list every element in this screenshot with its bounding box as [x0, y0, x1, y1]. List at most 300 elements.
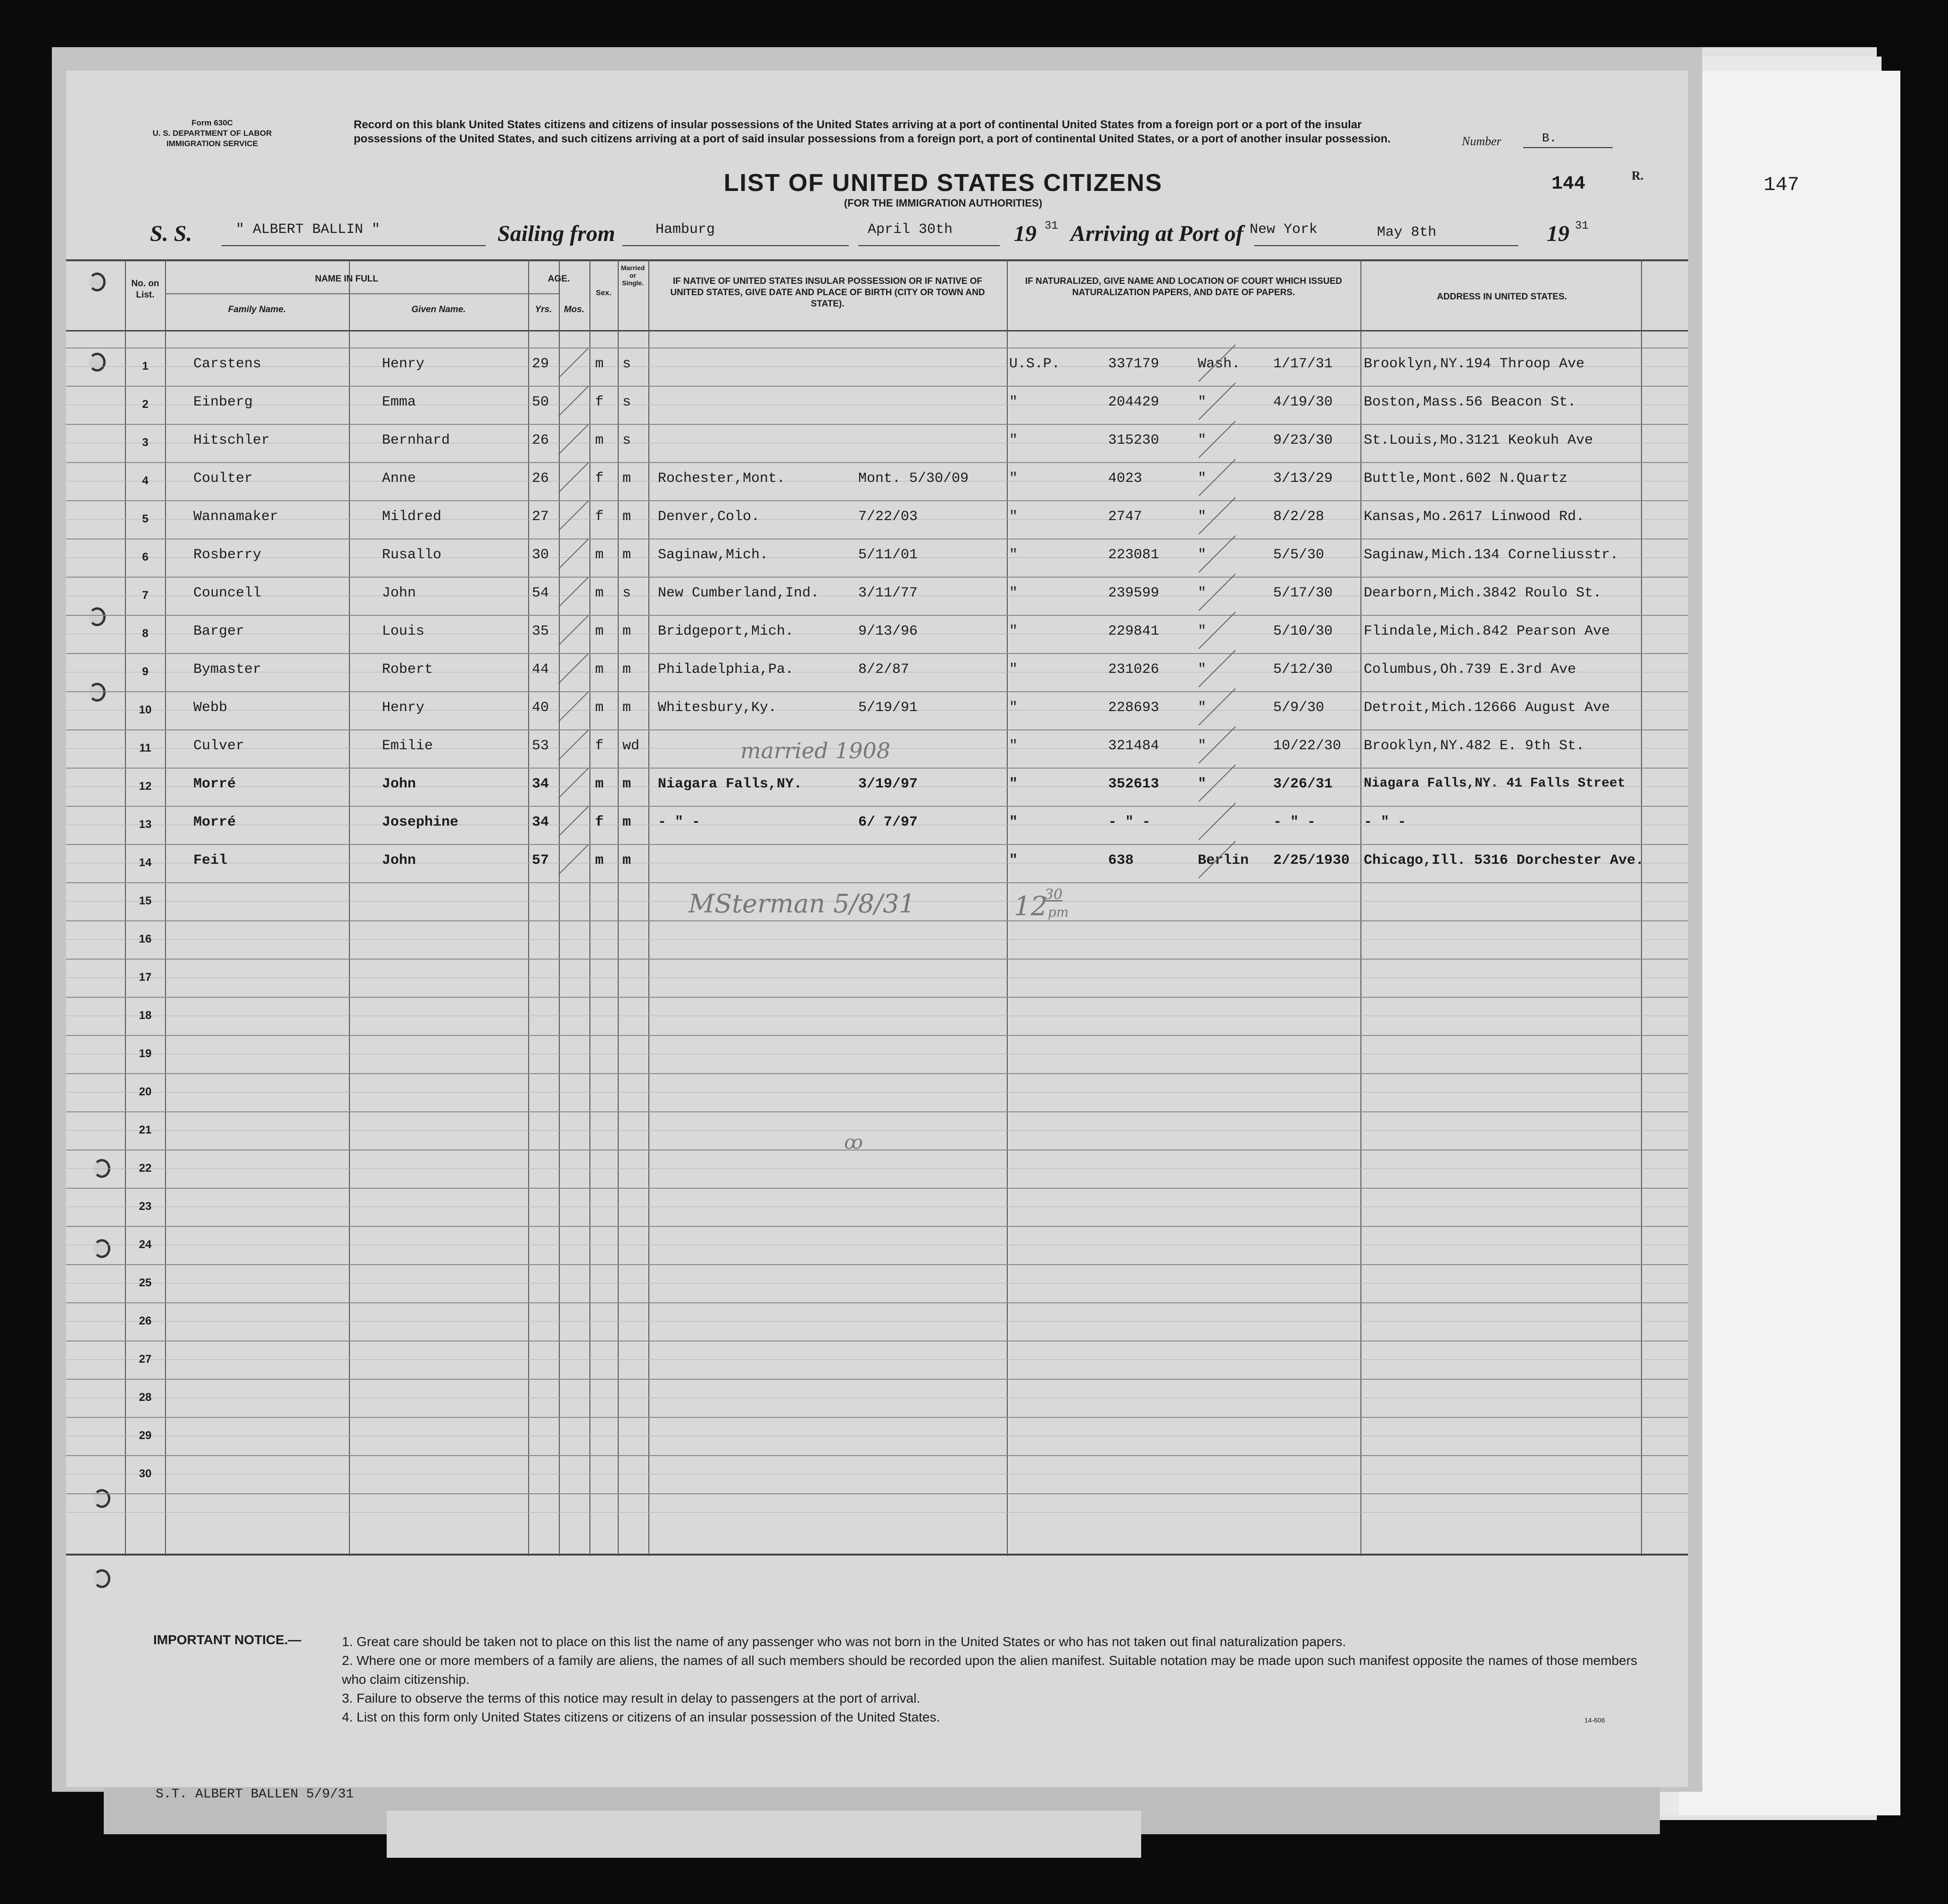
cell-sex: f [595, 471, 604, 487]
col-name-in-full: NAME IN FULL [315, 274, 379, 284]
cell-given: Rusallo [382, 547, 442, 563]
cell-paper-date: 3/13/29 [1273, 471, 1333, 487]
cell-sex: m [595, 700, 604, 716]
cell-family: Morré [193, 814, 236, 830]
col-married: Married or Single. [621, 264, 645, 287]
cell-given: Emma [382, 394, 416, 410]
handwritten-time-ampm: pm [1048, 904, 1069, 920]
row-line [66, 500, 1688, 501]
row-line [66, 1111, 1688, 1112]
cell-paper-date: - " - [1273, 814, 1316, 830]
cell-yrs: 44 [532, 662, 549, 678]
row-number: 18 [139, 1009, 152, 1022]
row-number: 20 [139, 1085, 152, 1098]
row-line [66, 1073, 1688, 1074]
cell-ms: s [622, 394, 631, 410]
cell-yrs: 54 [532, 585, 549, 601]
cell-ms: m [622, 853, 631, 869]
row-line [66, 882, 1688, 883]
cell-yrs: 40 [532, 700, 549, 716]
cell-court: " [1009, 738, 1018, 754]
number-label: Number [1462, 134, 1501, 148]
check-mark [558, 462, 589, 493]
notice-item: 4. List on this form only United States citizens or citizens of an insular possession of the United States. [342, 1710, 940, 1724]
cell-birth-date: 6/ 7/97 [858, 814, 918, 830]
handwritten-married-note: married 1908 [740, 738, 891, 763]
cell-family: Culver [193, 738, 245, 754]
notice-item: 3. Failure to observe the terms of this notice may result in delay to passengers at the port of arrival. [342, 1691, 920, 1705]
cell-court-loc: Berlin [1198, 853, 1249, 869]
cell-family: Webb [193, 700, 228, 716]
year-prefix-2: 19 [1547, 221, 1569, 246]
row-number: 22 [139, 1162, 152, 1175]
cell-family: Carstens [193, 356, 262, 372]
notice-list [342, 1632, 1662, 1727]
department: U. S. DEPARTMENT OF LABOR [152, 129, 272, 138]
cell-address: Detroit,Mich.12666 August Ave [1364, 700, 1610, 716]
form-identifier [118, 118, 307, 149]
col-yrs: Yrs. [535, 305, 552, 315]
cell-court: " [1009, 700, 1018, 716]
grid-line [165, 293, 559, 294]
cell-ms: m [622, 623, 631, 639]
row-line [66, 538, 1688, 539]
cell-paper-date: 1/17/31 [1273, 356, 1333, 372]
cell-yrs: 26 [532, 471, 549, 487]
check-mark [1198, 803, 1235, 840]
page-number-suffix: R. [1632, 169, 1644, 182]
cell-paper-no: 4023 [1108, 471, 1143, 487]
row-half-line [66, 1359, 1688, 1360]
handwritten-time-min: 30 [1044, 886, 1063, 903]
cell-sex: m [595, 623, 604, 639]
cell-court-loc: " [1198, 662, 1207, 678]
cell-court-loc: " [1198, 585, 1207, 601]
row-line [66, 997, 1688, 998]
cell-paper-no: - " - [1108, 814, 1151, 830]
cell-court: U.S.P. [1009, 356, 1061, 372]
row-number: 11 [139, 742, 151, 754]
cell-family: Wannamaker [193, 509, 279, 525]
cell-court: " [1009, 623, 1018, 639]
row-line [66, 1493, 1688, 1494]
cell-yrs: 53 [532, 738, 549, 754]
cell-birth-date: 5/11/01 [858, 547, 918, 563]
row-number: 1 [142, 360, 149, 373]
check-mark [558, 768, 589, 798]
cell-court: " [1009, 547, 1018, 563]
col-address: ADDRESS IN UNITED STATES. [1437, 292, 1567, 302]
cell-address: Brooklyn,NY.482 E. 9th St. [1364, 738, 1585, 754]
cell-given: Louis [382, 623, 425, 639]
cell-court: " [1009, 471, 1018, 487]
cell-paper-no: 231026 [1108, 662, 1160, 678]
cell-address: Kansas,Mo.2617 Linwood Rd. [1364, 509, 1585, 525]
side-page-number: 147 [1764, 174, 1799, 196]
cell-yrs: 34 [532, 776, 549, 792]
cell-court: " [1009, 853, 1018, 869]
cell-birth-place: Bridgeport,Mich. [658, 623, 794, 639]
handwritten-mark: ꝏ [844, 1132, 863, 1153]
cell-ms: m [622, 700, 631, 716]
row-number: 15 [139, 894, 152, 907]
cell-address: Chicago,Ill. 5316 Dorchester Ave. [1364, 853, 1644, 869]
cell-family: Feil [193, 853, 228, 869]
row-line [66, 959, 1688, 960]
form-number: Form 630C [191, 118, 233, 127]
cell-ms: s [622, 356, 631, 372]
cell-court: " [1009, 814, 1018, 830]
cell-birth-date: 3/19/97 [858, 776, 918, 792]
row-line [66, 806, 1688, 807]
cell-sex: m [595, 662, 604, 678]
row-number: 7 [142, 589, 149, 602]
cell-family: Einberg [193, 394, 253, 410]
row-half-line [66, 1168, 1688, 1169]
cell-sex: f [595, 394, 604, 410]
notice-heading: IMPORTANT NOTICE.— [153, 1632, 301, 1647]
cell-given: Emilie [382, 738, 433, 754]
row-line [66, 1264, 1688, 1265]
row-number: 23 [139, 1200, 152, 1213]
row-half-line [66, 977, 1688, 978]
row-number: 5 [142, 513, 149, 525]
cell-birth-place: Niagara Falls,NY. [658, 776, 803, 792]
grid-line [66, 259, 1688, 261]
cell-court: " [1009, 585, 1018, 601]
row-line [66, 577, 1688, 578]
cell-birth-place: Denver,Colo. [658, 509, 760, 525]
grid-line [1641, 259, 1642, 1556]
row-number: 19 [139, 1047, 152, 1060]
row-number: 2 [142, 398, 149, 411]
col-sex: Sex. [596, 289, 612, 297]
depart-date: April 30th [868, 222, 953, 238]
cell-paper-no: 204429 [1108, 394, 1160, 410]
handwritten-stamp-note: MSterman 5/8/31 [688, 889, 915, 919]
row-number: 25 [139, 1276, 152, 1289]
cell-sex: f [595, 509, 604, 525]
cell-family: Morré [193, 776, 236, 792]
underlying-sheet [1679, 71, 1900, 1815]
row-line [66, 1035, 1688, 1036]
cell-court-loc: " [1198, 471, 1207, 487]
row-number: 6 [142, 551, 149, 563]
cell-given: Josephine [382, 814, 459, 830]
grid-line [618, 259, 619, 1556]
cell-court: " [1009, 776, 1018, 792]
check-mark [558, 538, 589, 569]
check-mark [558, 844, 589, 875]
sailing-label: Sailing from [497, 221, 615, 246]
grid-line [66, 330, 1688, 331]
page-number: 144 [1551, 174, 1586, 195]
cell-address: Dearborn,Mich.3842 Roulo St. [1364, 585, 1602, 601]
row-number: 29 [139, 1429, 152, 1442]
grid-line [1007, 259, 1008, 1556]
row-line [66, 1188, 1688, 1189]
cell-sex: m [595, 776, 604, 792]
cell-paper-date: 5/9/30 [1273, 700, 1325, 716]
row-number: 30 [139, 1467, 152, 1480]
cell-address: - " - [1364, 814, 1407, 830]
number-line [1523, 147, 1613, 148]
col-birth: IF NATIVE OF UNITED STATES INSULAR POSSESSION OR IF NATIVE OF UNITED STATES, GIVE DATE AND PLACE OF BIRTH (CITY OR TOWN AND STATE). [670, 276, 985, 309]
cell-family: Hitschler [193, 432, 270, 448]
grid-line [165, 259, 166, 1556]
arrive-date: May 8th [1377, 224, 1437, 240]
row-number: 24 [139, 1238, 152, 1251]
col-mos: Mos. [564, 305, 585, 315]
cell-ms: s [622, 585, 631, 601]
row-line [66, 1379, 1688, 1380]
ship-name: " ALBERT BALLIN " [236, 222, 381, 238]
row-line [66, 653, 1688, 654]
cell-ms: wd [622, 738, 640, 754]
year-2: 31 [1575, 220, 1589, 232]
row-line [66, 1302, 1688, 1303]
cell-yrs: 57 [532, 853, 549, 869]
cell-paper-date: 5/17/30 [1273, 585, 1333, 601]
cell-sex: m [595, 432, 604, 448]
row-number: 4 [142, 474, 149, 487]
form-code: 14-606 [1584, 1716, 1605, 1724]
cell-paper-no: 315230 [1108, 432, 1160, 448]
cell-ms: m [622, 509, 631, 525]
check-mark [558, 691, 589, 722]
cell-paper-date: 3/26/31 [1273, 776, 1333, 792]
cell-address: Niagara Falls,NY. 41 Falls Street [1364, 776, 1625, 791]
cell-birth-place: Saginaw,Mich. [658, 547, 769, 563]
cell-paper-date: 2/25/1930 [1273, 853, 1350, 869]
cell-paper-no: 638 [1108, 853, 1134, 869]
cell-sex: f [595, 738, 604, 754]
row-line [66, 424, 1688, 425]
year-prefix-1: 19 [1014, 221, 1036, 246]
cell-given: Henry [382, 356, 425, 372]
cell-court: " [1009, 432, 1018, 448]
check-mark [558, 729, 589, 760]
row-number: 9 [142, 665, 149, 678]
cell-sex: m [595, 356, 604, 372]
row-number: 27 [139, 1353, 152, 1366]
cell-birth-place: New Cumberland,Ind. [658, 585, 820, 601]
row-number: 12 [139, 780, 152, 793]
row-line [66, 920, 1688, 921]
col-naturalized: IF NATURALIZED, GIVE NAME AND LOCATION OF COURT WHICH ISSUED NATURALIZATION PAPERS, AND DATE OF PAPERS. [1025, 276, 1342, 298]
cell-address: St.Louis,Mo.3121 Keokuh Ave [1364, 432, 1593, 448]
sailing-from: Hamburg [655, 222, 715, 238]
cell-court-loc: " [1198, 432, 1207, 448]
cell-sex: m [595, 585, 604, 601]
cell-address: Columbus,Oh.739 E.3rd Ave [1364, 662, 1576, 678]
cell-given: John [382, 776, 416, 792]
cell-paper-no: 352613 [1108, 776, 1160, 792]
row-number: 21 [139, 1124, 152, 1136]
col-no: No. on List. [131, 279, 159, 300]
cell-family: Bymaster [193, 662, 262, 678]
cell-birth-place: Rochester,Mont. [658, 471, 786, 487]
cell-given: Henry [382, 700, 425, 716]
bottom-label: S.T. ALBERT BALLEN 5/9/31 [156, 1787, 354, 1802]
bottom-tab [387, 1811, 1141, 1858]
cell-ms: m [622, 471, 631, 487]
cell-ms: m [622, 776, 631, 792]
cell-court-loc: Wash. [1198, 356, 1241, 372]
check-mark [558, 424, 589, 455]
cell-address: Buttle,Mont.602 N.Quartz [1364, 471, 1568, 487]
cell-court-loc: " [1198, 547, 1207, 563]
cell-ms: m [622, 547, 631, 563]
cell-birth-date: 5/19/91 [858, 700, 918, 716]
service: IMMIGRATION SERVICE [166, 139, 258, 148]
cell-court: " [1009, 662, 1018, 678]
cell-court: " [1009, 509, 1018, 525]
row-number: 14 [139, 856, 152, 869]
check-mark [558, 577, 589, 607]
number-value: B. [1542, 131, 1557, 145]
cell-sex: m [595, 853, 604, 869]
check-mark [558, 615, 589, 646]
cell-family: Barger [193, 623, 245, 639]
cell-yrs: 50 [532, 394, 549, 410]
cell-paper-date: 5/5/30 [1273, 547, 1325, 563]
check-mark [558, 806, 589, 836]
col-family-name: Family Name. [228, 305, 286, 315]
cell-paper-no: 223081 [1108, 547, 1160, 563]
row-line [66, 615, 1688, 616]
cell-yrs: 29 [532, 356, 549, 372]
check-mark [558, 348, 589, 378]
cell-yrs: 30 [532, 547, 549, 563]
grid-line [589, 259, 590, 1556]
check-mark [558, 386, 589, 416]
row-number: 17 [139, 971, 152, 984]
handwritten-time-hour: 12 [1014, 891, 1048, 922]
row-half-line [66, 1512, 1688, 1513]
cell-birth-place: Whitesbury,Ky. [658, 700, 777, 716]
row-number: 16 [139, 933, 152, 945]
cell-paper-date: 9/23/30 [1273, 432, 1333, 448]
cell-paper-no: 2747 [1108, 509, 1143, 525]
cell-yrs: 27 [532, 509, 549, 525]
arriving-label: Arriving at Port of [1070, 221, 1243, 246]
cell-birth-place: Philadelphia,Pa. [658, 662, 794, 678]
ss-label: S. S. [150, 221, 192, 246]
cell-given: John [382, 585, 416, 601]
cell-given: Robert [382, 662, 433, 678]
row-half-line [66, 939, 1688, 940]
cell-ms: m [622, 814, 631, 830]
cell-family: Councell [193, 585, 262, 601]
row-line [66, 386, 1688, 387]
punch-hole-icon [93, 1569, 110, 1588]
cell-court: " [1009, 394, 1018, 410]
cell-yrs: 34 [532, 814, 549, 830]
cell-address: Brooklyn,NY.194 Throop Ave [1364, 356, 1585, 372]
row-line [66, 1226, 1688, 1227]
cell-given: John [382, 853, 416, 869]
cell-address: Saginaw,Mich.134 Corneliusstr. [1364, 547, 1619, 563]
row-line [66, 1150, 1688, 1151]
cell-court-loc: " [1198, 509, 1207, 525]
cell-birth-date: Mont. 5/30/09 [858, 471, 969, 487]
grid-line [349, 259, 350, 1556]
arrival-port: New York [1250, 222, 1318, 238]
cell-given: Mildred [382, 509, 442, 525]
row-line [66, 844, 1688, 845]
check-mark [558, 500, 589, 531]
cell-family: Coulter [193, 471, 253, 487]
ship-line [222, 245, 486, 246]
cell-given: Bernhard [382, 432, 450, 448]
cell-paper-no: 337179 [1108, 356, 1160, 372]
page-title: LIST OF UNITED STATES CITIZENS [723, 169, 1163, 197]
row-line [66, 1417, 1688, 1418]
year-1: 31 [1044, 220, 1058, 232]
row-half-line [66, 1321, 1688, 1322]
from-line [622, 245, 849, 246]
check-mark [558, 653, 589, 684]
cell-birth-place: - " - [658, 814, 701, 830]
col-given-name: Given Name. [411, 305, 466, 315]
cell-court-loc: " [1198, 394, 1207, 410]
cell-sex: f [595, 814, 604, 830]
record-instructions: Record on this blank United States citizens and citizens of insular possessions of the United States arriving at a port of continental United States from a foreign port or a port of the insular possessions of the United States, and such citizens arriving at a port of said insular possessions from a foreign port, a port of continental United States, or a port of another insular possession. [354, 118, 1391, 145]
cell-court-loc: " [1198, 623, 1207, 639]
cell-paper-no: 229841 [1108, 623, 1160, 639]
cell-birth-date: 7/22/03 [858, 509, 918, 525]
cell-paper-date: 5/12/30 [1273, 662, 1333, 678]
grid-line [528, 259, 529, 1556]
cell-birth-date: 9/13/96 [858, 623, 918, 639]
row-half-line [66, 1130, 1688, 1131]
cell-paper-date: 5/10/30 [1273, 623, 1333, 639]
grid-line [125, 259, 126, 1556]
grid-line [648, 259, 649, 1556]
row-line [66, 1455, 1688, 1456]
cell-paper-date: 8/2/28 [1273, 509, 1325, 525]
row-number: 10 [139, 704, 152, 716]
notice-item: 2. Where one or more members of a family are aliens, the names of all such members should be recorded upon the alien manifest. Suitable notation may be made upon such manifest opposite the names of those members who claim citizenship. [342, 1653, 1638, 1687]
row-number: 3 [142, 436, 149, 449]
row-line [66, 691, 1688, 692]
cell-given: Anne [382, 471, 416, 487]
cell-paper-no: 228693 [1108, 700, 1160, 716]
cell-address: Boston,Mass.56 Beacon St. [1364, 394, 1576, 410]
cell-address: Flindale,Mich.842 Pearson Ave [1364, 623, 1610, 639]
notice-item: 1. Great care should be taken not to place on this list the name of any passenger who was not born in the United States or who has not taken out final naturalization papers. [342, 1634, 1346, 1649]
row-number: 13 [139, 818, 152, 831]
grid-line [66, 1554, 1688, 1556]
cell-paper-date: 10/22/30 [1273, 738, 1342, 754]
cell-yrs: 35 [532, 623, 549, 639]
cell-court-loc: " [1198, 776, 1207, 792]
cell-paper-no: 239599 [1108, 585, 1160, 601]
cell-court-loc: " [1198, 738, 1207, 754]
page-subtitle: (FOR THE IMMIGRATION AUTHORITIES) [844, 197, 1043, 209]
row-line [66, 768, 1688, 769]
row-number: 28 [139, 1391, 152, 1404]
cell-ms: m [622, 662, 631, 678]
cell-ms: s [622, 432, 631, 448]
cell-sex: m [595, 547, 604, 563]
row-number: 8 [142, 627, 149, 640]
cell-yrs: 26 [532, 432, 549, 448]
cell-birth-date: 3/11/77 [858, 585, 918, 601]
cell-court-loc: " [1198, 700, 1207, 716]
row-line [66, 462, 1688, 463]
